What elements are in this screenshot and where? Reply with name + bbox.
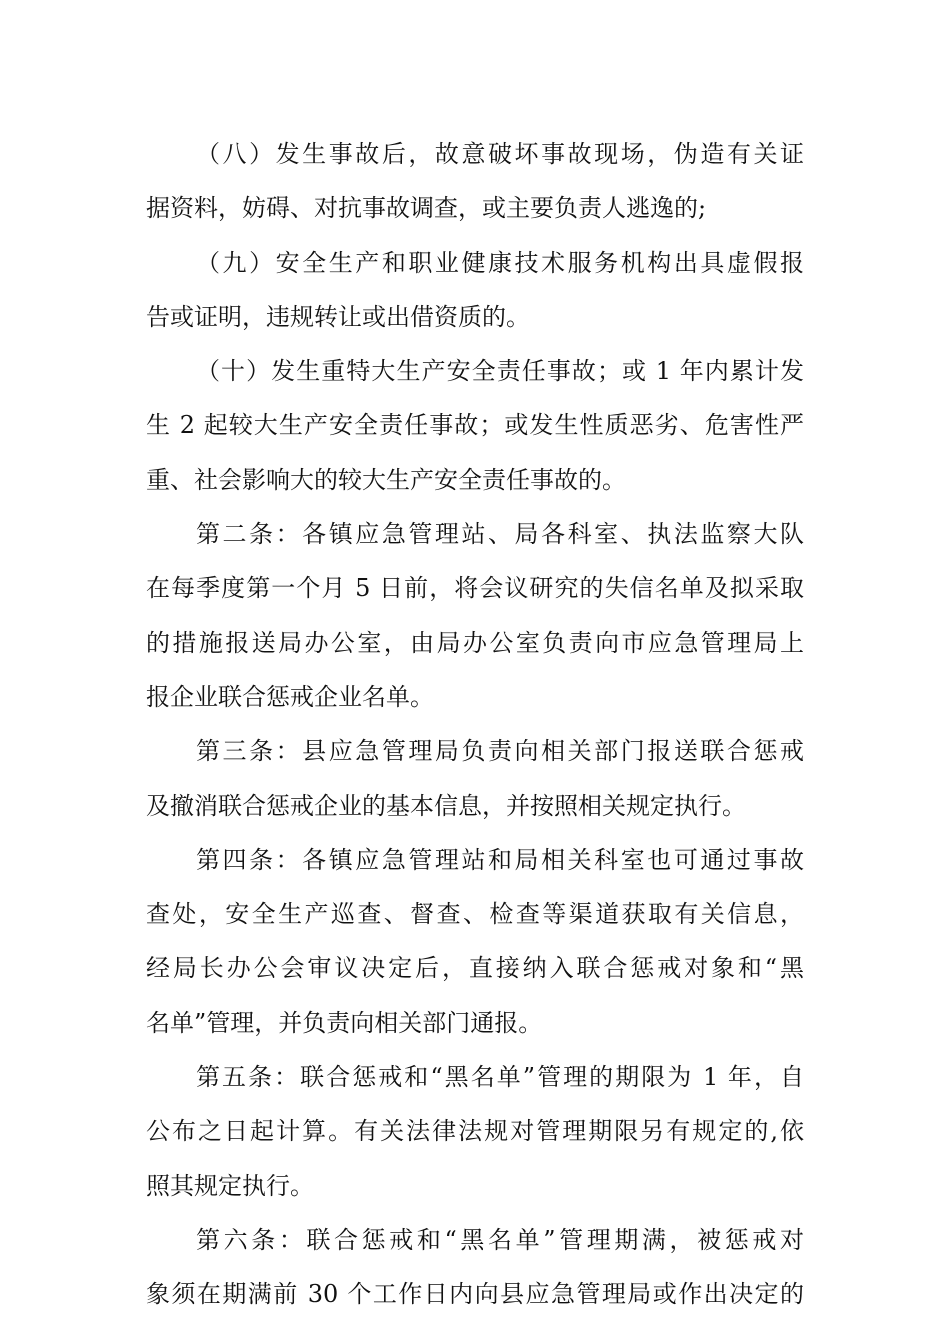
article-3-line-1: 第三条：县应急管理局负责向相关部门报送联合惩戒 [196,737,804,766]
paragraph-9-line-1: （九）安全生产和职业健康技术服务机构出具虚假报 [196,248,804,277]
article-2-line-3: 的措施报送局办公室，由局办公室负责向市应急管理局上 [146,628,804,657]
article-5-line-1: 第五条：联合惩戒和“黑名单”管理的期限为 1 年，自 [196,1063,804,1092]
article-4-line-2: 查处，安全生产巡查、督查、检查等渠道获取有关信息， [146,900,804,929]
article-4-line-3: 经局长办公会审议决定后，直接纳入联合惩戒对象和“黑 [146,954,804,983]
article-2-line-4: 报企业联合惩戒企业名单。 [146,682,434,711]
paragraph-8-line-2: 据资料，妨碍、对抗事故调查，或主要负责人逃逸的; [146,194,707,223]
article-6-line-2: 象须在期满前 30 个工作日内向县应急管理局或作出决定的 [146,1280,804,1309]
paragraph-8-line-1: （八）发生事故后，故意破坏事故现场，伪造有关证 [196,140,804,168]
paragraph-10-line-3: 重、社会影响大的较大生产安全责任事故的。 [146,465,626,494]
article-3-line-2: 及撤消联合惩戒企业的基本信息，并按照相关规定执行。 [146,791,746,820]
article-2-line-1: 第二条：各镇应急管理站、局各科室、执法监察大队 [196,520,804,549]
article-5-line-2: 公布之日起计算。有关法律法规对管理期限另有规定的,依 [146,1117,804,1146]
paragraph-10-line-2: 生 2 起较大生产安全责任事故；或发生性质恶劣、危害性严 [146,411,804,440]
article-2-line-2: 在每季度第一个月 5 日前，将会议研究的失信名单及拟采取 [146,574,804,603]
article-6-line-1: 第六条：联合惩戒和“黑名单”管理期满，被惩戒对 [196,1225,804,1254]
article-4-line-1: 第四条：各镇应急管理站和局相关科室也可通过事故 [196,845,804,874]
paragraph-10-line-1: （十）发生重特大生产安全责任事故；或 1 年内累计发 [196,357,804,386]
document-body [146,127,804,1322]
paragraph-9-line-2: 告或证明，违规转让或出借资质的。 [146,302,530,331]
article-4-line-4: 名单”管理，并负责向相关部门通报。 [146,1008,543,1037]
article-5-line-3: 照其规定执行。 [146,1171,314,1200]
